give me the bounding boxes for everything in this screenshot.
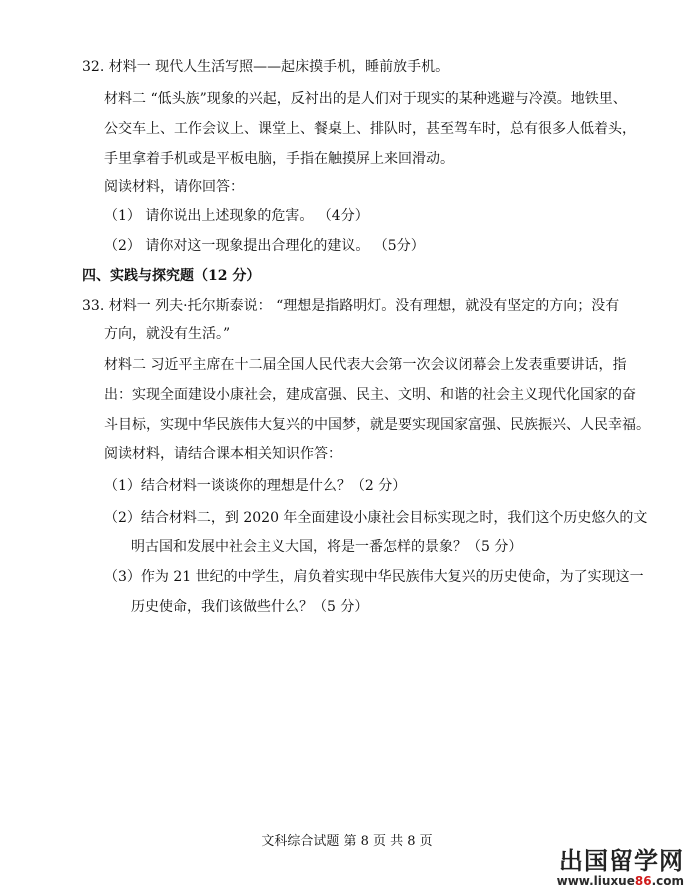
q32-material-2-line-3: 手里拿着手机或是平板电脑，手指在触摸屏上来回滑动。 [104,151,454,167]
q33-sub-question-2-line-1: （2）结合材料二，到 2020 年全面建设小康社会目标实现之时，我们这个历史悠久的文 [104,510,648,526]
page-footer: 文科综合试题 第 8 页 共 8 页 [261,834,433,849]
q33-material-2-line-1: 材料二 习近平主席在十二届全国人民代表大会第一次会议闭幕会上发表重要讲话，指 [104,357,627,373]
q33-sub-question-2-line-2: 明古国和发展中社会主义大国，将是一番怎样的景象？（5 分） [131,539,523,555]
site-watermark [557,849,684,887]
q33-material-2-line-2: 出：实现全面建设小康社会，建成富强、民主、文明、和谐的社会主义现代化国家的奋 [104,387,636,403]
q33-material-1-line-1: 33. 材料一 列夫·托尔斯泰说： “理想是指路明灯。没有理想，就没有坚定的方向；没有 [82,298,620,314]
watermark-url-number: 86 [634,874,652,888]
watermark-url-prefix: www.liuxue [556,874,635,888]
q32-material-2-line-1: 材料二 “低头族”现象的兴起，反衬出的是人们对于现实的某种逃避与冷漠。地铁里、 [104,91,627,107]
watermark-url [557,875,684,887]
q33-sub-question-3-line-2: 历史使命，我们该做些什么？（5 分） [131,599,369,615]
q32-material-2-line-2: 公交车上、工作会议上、课堂上、餐桌上、排队时，甚至驾车时，总有很多人低着头， [104,121,636,137]
q33-sub-question-3-line-1: （3）作为 21 世纪的中学生，肩负着实现中华民族伟大复兴的历史使命，为了实现这一 [104,569,644,585]
q32-material-1: 32. 材料一 现代人生活写照——起床摸手机，睡前放手机。 [82,59,450,75]
watermark-url-suffix: .com [651,874,684,888]
q33-material-1-line-2: 方向，就没有生活。” [104,326,231,342]
q32-instruction: 阅读材料，请你回答： [104,179,244,195]
q33-material-2-line-3: 斗目标，实现中华民族伟大复兴的中国梦，就是要实现国家富强、民族振兴、人民幸福。 [104,417,650,433]
watermark-title: 出国留学网 [559,847,684,875]
q33-sub-question-1: （1）结合材料一谈谈你的理想是什么？（2 分） [104,478,407,494]
section-4-heading: 四、实践与探究题（12 分） [82,268,261,284]
q33-instruction: 阅读材料，请结合课本相关知识作答： [104,446,342,462]
q32-sub-question-2: （2） 请你对这一现象提出合理化的建议。 （5分） [104,238,425,254]
q32-sub-question-1: （1） 请你说出上述现象的危害。 （4分） [104,208,369,224]
